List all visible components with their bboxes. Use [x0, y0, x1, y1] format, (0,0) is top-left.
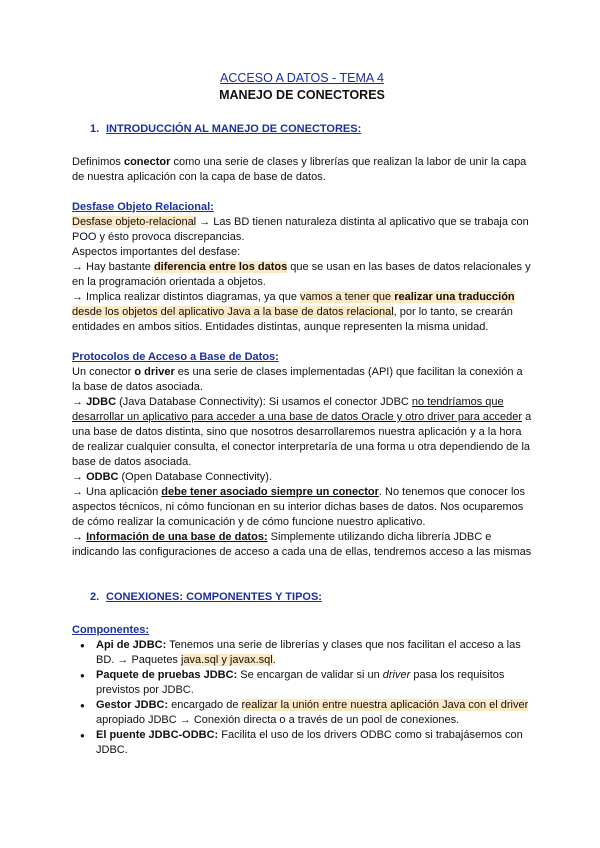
section-2-number: 2. [90, 591, 100, 603]
section-1-number: 1. [90, 123, 100, 135]
text: como una serie de clases y librerías que realizan la labor de unir la capa de nuestra aplicación con la capa de base de datos. [72, 156, 527, 183]
highlight-bold: diferencia entre los datos [153, 261, 288, 273]
section-1-heading [90, 122, 532, 137]
text: apropiado JDBC → Conexión directa o a través de un pool de conexiones. [96, 714, 460, 726]
text-bold-underline: Información de una base de datos: [86, 531, 268, 543]
text: . [272, 654, 276, 666]
text: . No tenemos que conocer los aspectos técnicos, ni cómo funcionan en su interior dichas bases de datos. Nos ocuparemos de cómo realizar la comunicación y de cómo funcione nuestro aplicativo. [72, 486, 526, 528]
text: que se usan en las bases de datos relacionales y en la programación orientada a objetos. [72, 261, 531, 288]
list-item [86, 668, 532, 698]
protocolos-line-5 [72, 530, 532, 560]
componentes-list [72, 638, 532, 758]
text-underline: no tendríamos que desarrollar un aplicativo para acceder a una base de datos Oracle y otro driver para acceder [72, 396, 523, 423]
text: Definimos [72, 156, 124, 168]
highlight: java.sql y javax.sql [181, 654, 273, 666]
text-bold: Api de JDBC: [96, 639, 167, 651]
list-item [86, 698, 532, 728]
section-1-title: INTRODUCCIÓN AL MANEJO DE CONECTORES: [106, 123, 362, 135]
text: → Las BD tienen naturaleza distinta al aplicativo que se trabaja con POO y ésto provoca discrepancias. [72, 216, 529, 243]
text-bold: Paquete de pruebas JDBC: [96, 669, 238, 681]
document-title: ACCESO A DATOS - TEMA 4 [220, 71, 384, 85]
desfase-line-1 [72, 215, 532, 245]
desfase-heading: Desfase Objeto Relacional: [72, 201, 214, 213]
list-item [86, 638, 532, 668]
text-bold: JDBC [86, 396, 117, 408]
protocolos-heading: Protocolos de Acceso a Base de Datos: [72, 351, 279, 363]
text: → Implica realizar distintos diagramas, ya que [72, 291, 301, 303]
text: (Java Database Connectivity): Si usamos el conector JDBC [116, 396, 412, 408]
text: (Open Database Connectivity). [118, 471, 272, 483]
protocolos-line-1 [72, 365, 532, 395]
text: Simplemente utilizando dicha librería JDBC e indicando las configuraciones de acceso a cada una de ellas, tendremos acceso a las mismas [72, 531, 532, 558]
componentes-heading: Componentes: [72, 624, 149, 636]
text-bold: Gestor JDBC: [96, 699, 169, 711]
text: → Una aplicación [72, 486, 162, 498]
protocolos-line-4 [72, 485, 532, 530]
text-bold: conector [123, 156, 171, 168]
protocolos-line-3 [72, 470, 532, 485]
text-bold: El puente JDBC-ODBC: [96, 729, 219, 741]
highlight: desde los objetos del aplicativo Java a la base de datos relacional [72, 306, 394, 318]
text: pasa los requisitos previstos por JDBC. [96, 669, 505, 696]
text: , por lo tanto, se crearán entidades en ambos sitios. Entidades distintas, aunque representen la misma unidad. [72, 306, 513, 333]
text-bold-underline: debe tener asociado siempre un conector [161, 486, 379, 498]
text: Tenemos una serie de librerías y clases que nos facilitan el acceso a las BD. → Paquetes [96, 639, 521, 666]
document-page [72, 70, 532, 758]
list-item [86, 728, 532, 758]
protocolos-line-2 [72, 395, 532, 470]
document-subtitle: MANEJO DE CONECTORES [219, 88, 385, 102]
text: es una serie de clases implementadas (API) que facilitan la conexión a la base de datos asociada. [72, 366, 523, 393]
text: Un conector [72, 366, 135, 378]
highlight: realizar la unión entre nuestra aplicación Java con el driver [241, 699, 529, 711]
desfase-line-2: Aspectos importantes del desfase: [72, 246, 241, 258]
highlight: Desfase objeto-relacional [72, 216, 197, 228]
text: encargado de [168, 699, 242, 711]
text: → [72, 396, 87, 408]
text: → [72, 531, 87, 543]
text: → [72, 471, 87, 483]
intro-paragraph [72, 155, 532, 185]
desfase-line-4 [72, 290, 532, 335]
desfase-line-3 [72, 260, 532, 290]
text-italic: driver [382, 669, 411, 681]
highlight-bold: realizar una traducción [394, 291, 515, 303]
text: Facilita el uso de los drivers ODBC como si trabajásemos con JDBC. [96, 729, 523, 756]
text-bold: ODBC [86, 471, 119, 483]
text: → Hay bastante [72, 261, 154, 273]
text: Se encargan de validar si un [237, 669, 383, 681]
section-2-title: CONEXIONES: COMPONENTES Y TIPOS: [106, 591, 322, 603]
text-bold: o driver [134, 366, 175, 378]
text: a una base de datos distinta, sino que nosotros desarrollaremos nuestra aplicación y a la hora de realizar cualquier consulta, el conector interpretaría de una forma u otra dependiendo de la base de datos asociada. [72, 411, 532, 468]
highlight: vamos a tener que [300, 291, 395, 303]
section-2-heading [90, 590, 532, 605]
